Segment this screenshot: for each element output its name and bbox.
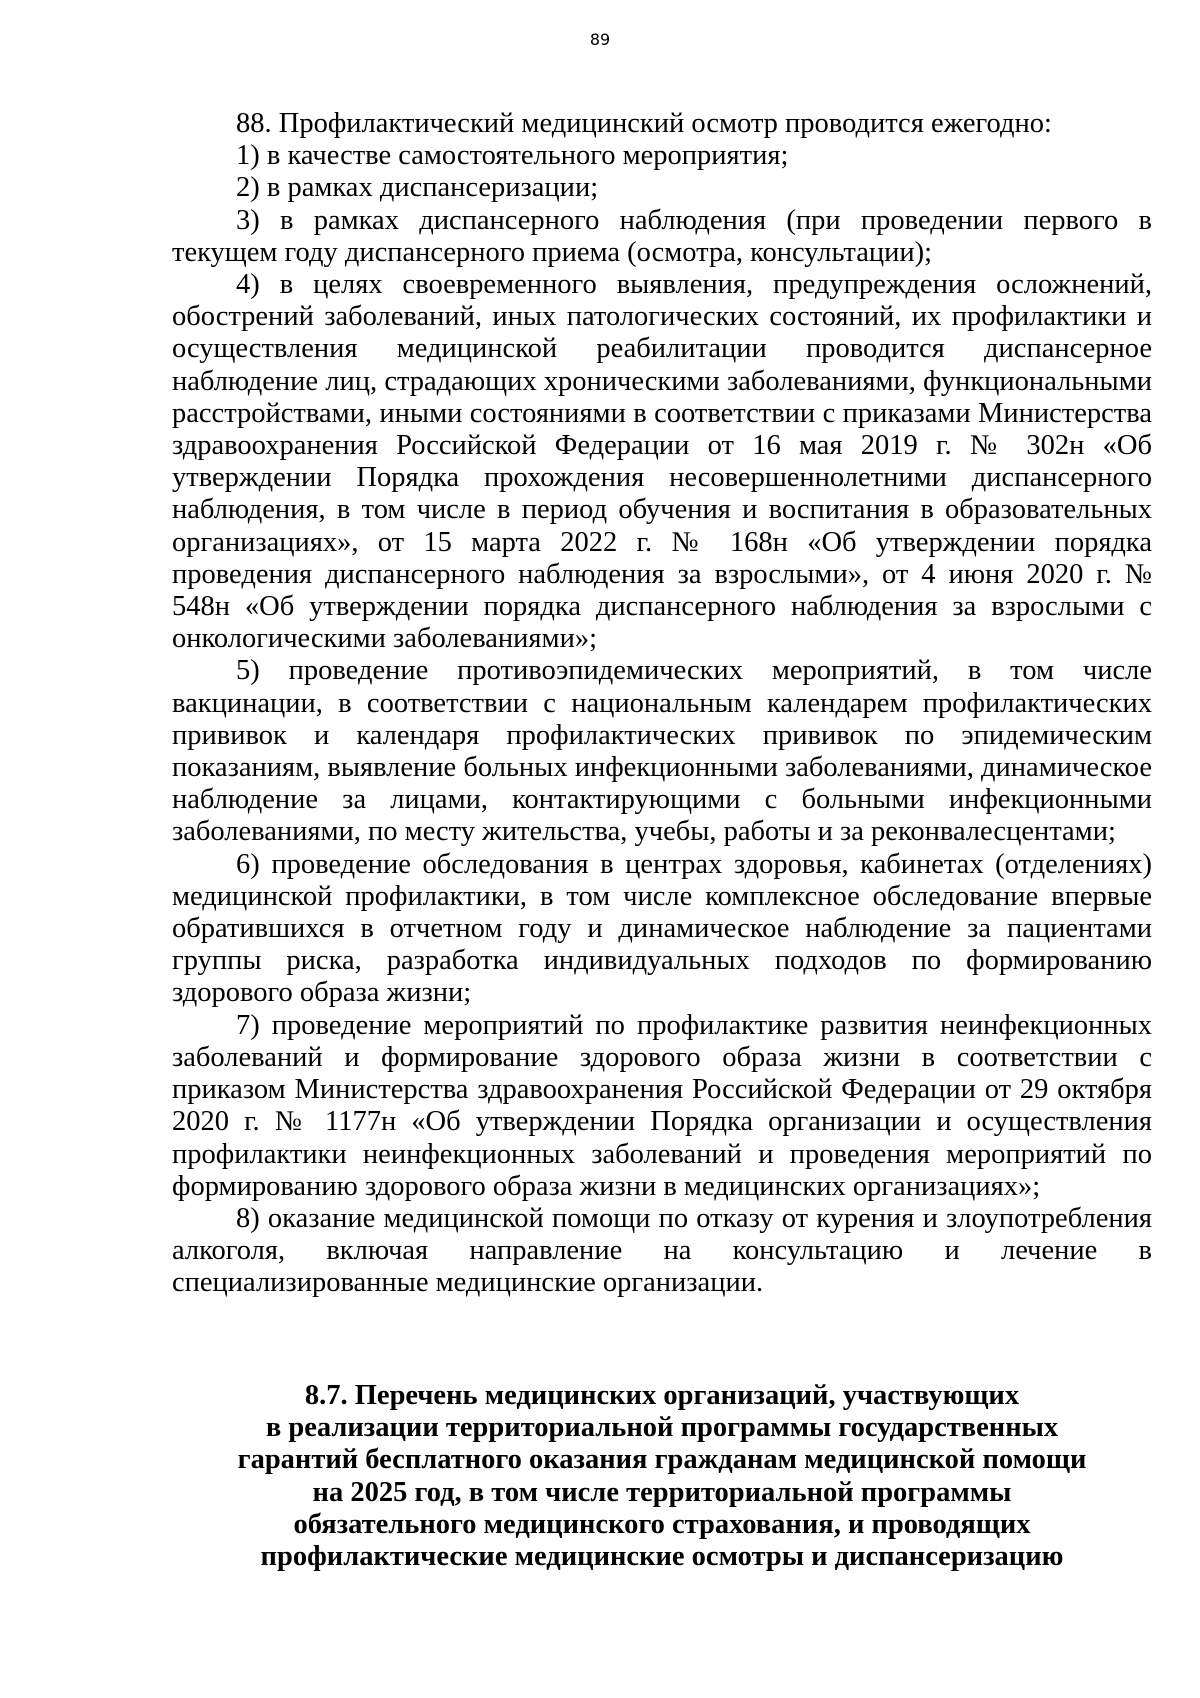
list-item-5: 5) проведение противоэпидемических мероприятий, в том числе вакцинации, в соответствии с национальным календарем профилактических прививок и календаря профилактических прививок по эпидемическим показаниям, выявление больных инфекционными заболеваниями, динамическое наблюдение за лицами, контактирующими с больными инфекционными заболеваниями, по месту жительства, учебы, работы и за реконвалесцентами; [172, 655, 1152, 848]
list-item-4: 4) в целях своевременного выявления, предупреждения осложнений, обострений заболеваний, иных патологических состояний, их профилактики и осуществления медицинской реабилитации проводится диспансерное наблюдение лиц, страдающих хроническими заболеваниями, функциональными расстройствами, иными состояниями в соответствии с приказами Министерства здравоохранения Российской Федерации от 16 мая 2019 г. № 302н «Об утверждении Порядка прохождения несовершеннолетними диспансерного наблюдения, в том числе в период обучения и воспитания в образовательных организациях», от 15 марта 2022 г. № 168н «Об утверждении порядка проведения диспансерного наблюдения за взрослыми», от 4 июня 2020 г. № 548н «Об утверждении порядка диспансерного наблюдения за взрослыми с онкологическими заболеваниями»; [172, 269, 1152, 655]
section-heading-line: в реализации территориальной программы государственных [265, 1412, 1059, 1444]
section-heading-line: профилактические медицинские осмотры и диспансеризацию [260, 1541, 1064, 1573]
section-heading-line: 8.7. Перечень медицинских организаций, участвующих [304, 1380, 1020, 1411]
document-body [172, 108, 1152, 1300]
list-item-8: 8) оказание медицинской помощи по отказу от курения и злоупотребления алкоголя, включая направление на консультацию и лечение в специализированные медицинские организации. [172, 1202, 1152, 1299]
list-item-2: 2) в рамках диспансеризации; [236, 172, 599, 204]
section-heading-line: гарантий бесплатного оказания гражданам медицинской помощи [237, 1444, 1087, 1476]
section-heading-line: на 2025 год, в том числе территориальной программы [312, 1476, 1012, 1508]
list-item-1: 1) в качестве самостоятельного мероприятия; [236, 140, 789, 172]
list-item-6: 6) проведение обследования в центрах здоровья, кабинетах (отделениях) медицинской профилактики, в том числе комплексное обследование впервые обратившихся в отчетном году и динамическое наблюдение за пациентами группы риска, разработка индивидуальных подходов по формированию здорового образа жизни; [172, 848, 1152, 1009]
paragraph-88: 88. Профилактический медицинский осмотр проводится ежегодно: [236, 108, 1052, 139]
list-item-7: 7) проведение мероприятий по профилактике развития неинфекционных заболеваний и формирование здорового образа жизни в соответствии с приказом Министерства здравоохранения Российской Федерации от 29 октября 2020 г. № 1177н «Об утверждении Порядка организации и осуществления профилактики неинфекционных заболеваний и проведения мероприятий по формированию здорового образа жизни в медицинских организациях»; [172, 1009, 1152, 1202]
section-heading-line: обязательного медицинского страхования, и проводящих [293, 1508, 1031, 1540]
list-item-3: 3) в рамках диспансерного наблюдения (при проведении первого в текущем году диспансерного приема (осмотра, консультации); [172, 204, 1152, 268]
page-number: 89 [589, 30, 611, 49]
section-heading [172, 1380, 1152, 1573]
